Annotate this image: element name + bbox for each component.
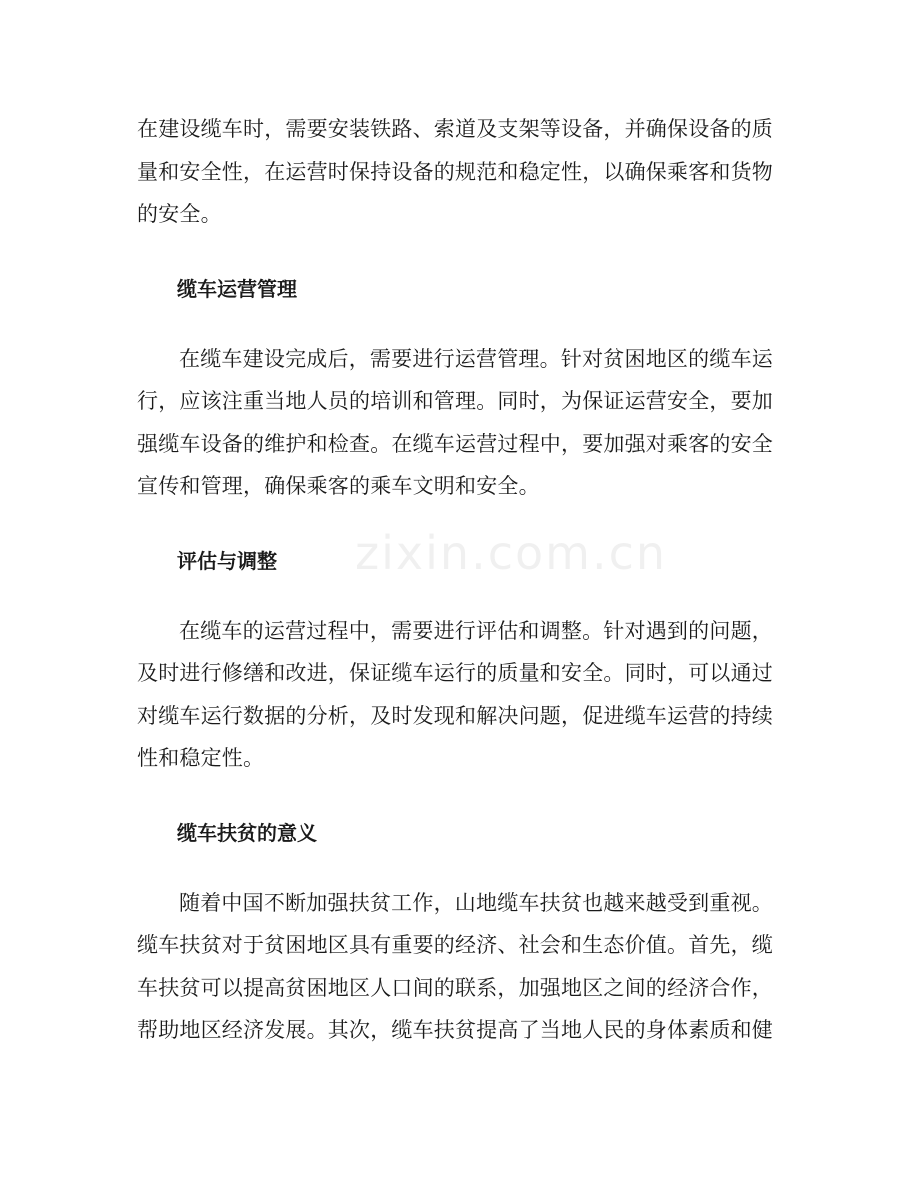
paragraph-operation-management: 在缆车建设完成后，需要进行运营管理。针对贫困地区的缆车运行，应该注重当地人员的培训和管理。同时，为保证运营安全，要加强缆车设备的维护和检查。在缆车运营过程中，要加强对乘客的安全宣传和管理，确保乘客的乘车文明和安全。 (137, 346, 773, 498)
heading-evaluation-adjustment: 评估与调整 (177, 548, 277, 573)
heading-operation-management: 缆车运营管理 (177, 276, 297, 301)
heading-poverty-significance: 缆车扶贫的意义 (177, 820, 317, 845)
watermark: zixin.com.cn (355, 526, 668, 580)
paragraph-evaluation-adjustment: 在缆车的运营过程中，需要进行评估和调整。针对遇到的问题，及时进行修缮和改进，保证缆车运行的质量和安全。同时，可以通过对缆车运行数据的分析，及时发现和解决问题，促进缆车运营的持续性和稳定性。 (137, 618, 773, 770)
document-page (137, 108, 773, 1052)
paragraph-equipment: 在建设缆车时，需要安装铁路、索道及支架等设备，并确保设备的质量和安全性，在运营时保持设备的规范和稳定性，以确保乘客和货物的安全。 (137, 117, 773, 226)
paragraph-poverty-significance: 随着中国不断加强扶贫工作，山地缆车扶贫也越来越受到重视。缆车扶贫对于贫困地区具有重要的经济、社会和生态价值。首先，缆车扶贫可以提高贫困地区人口间的联系，加强地区之间的经济合作，帮助地区经济发展。其次，缆车扶贫提高了当地人民的身体素质和健 (137, 890, 773, 1042)
